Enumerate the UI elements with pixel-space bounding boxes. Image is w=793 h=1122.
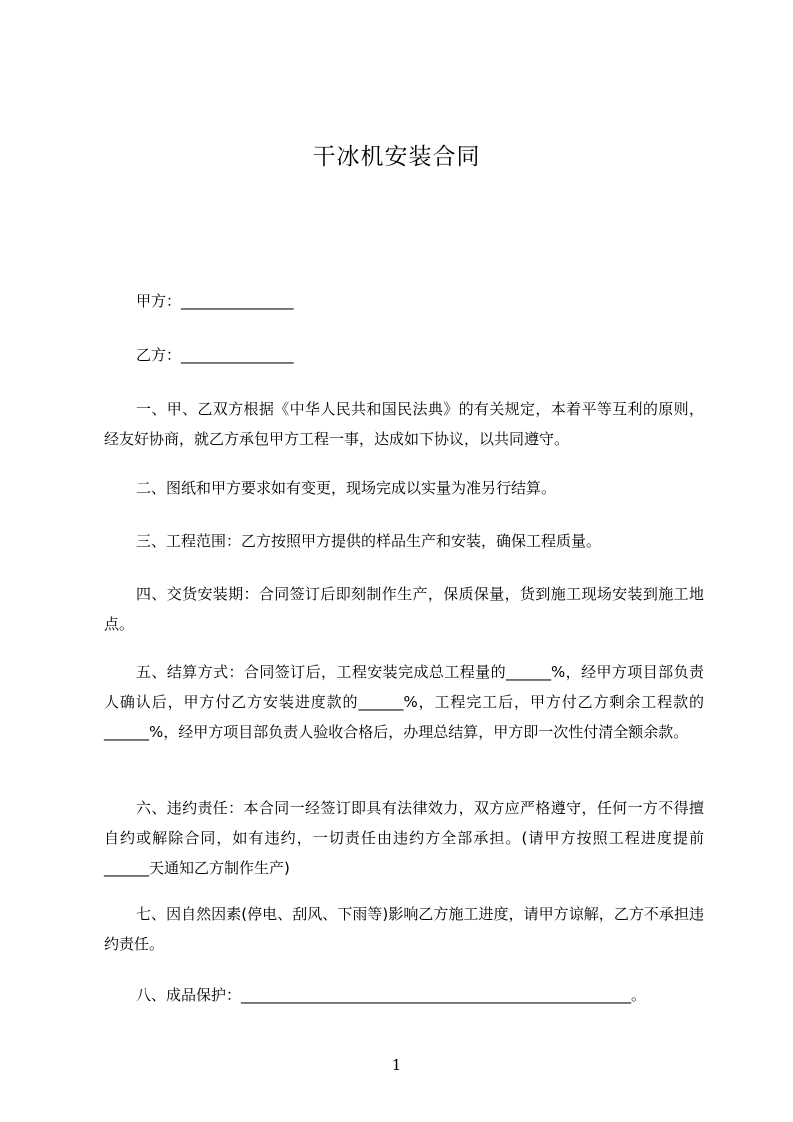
clause-6: 六、违约责任：本合同一经签订即具有法律效力，双方应严格遵守，任何一方不得擅自约或解除合同，如有违约，一切责任由违约方全部承担。(请甲方按照工程进度提前______天通知乙方制作生产) bbox=[104, 799, 704, 877]
clause-4: 四、交货安装期：合同签订后即刻制作生产，保质保量，货到施工现场安装到施工地点。 bbox=[104, 585, 704, 633]
clause-3: 三、工程范围：乙方按照甲方提供的样品生产和安装，确保工程质量。 bbox=[136, 532, 602, 550]
clause-7: 七、因自然因素(停电、刮风、下雨等)影响乙方施工进度，请甲方谅解，乙方不承担违约责任。 bbox=[104, 905, 704, 953]
clause-8: 八、成品保护：____________________________________________________。 bbox=[136, 986, 647, 1004]
party-a-line: 甲方：_______________ bbox=[136, 292, 294, 310]
party-b-line: 乙方：_______________ bbox=[136, 346, 294, 364]
clause-2: 二、图纸和甲方要求如有变更，现场完成以实量为准另行结算。 bbox=[136, 479, 557, 497]
clause-5: 五、结算方式：合同签订后，工程安装完成总工程量的______%，经甲方项目部负责人确认后，甲方付乙方安装进度款的______%，工程完工后，甲方付乙方剩余工程款的______%，经甲方项目部负责人验收合格后，办理总结算，甲方即一次性付清全额余款。 bbox=[104, 663, 704, 741]
document-title: 干冰机安装合同 bbox=[312, 144, 481, 170]
clause-1: 一、甲、乙双方根据《中华人民共和国民法典》的有关规定，本着平等互利的原则，经友好协商，就乙方承包甲方工程一事，达成如下协议，以共同遵守。 bbox=[104, 400, 704, 448]
page-number: 1 bbox=[391, 1056, 402, 1074]
